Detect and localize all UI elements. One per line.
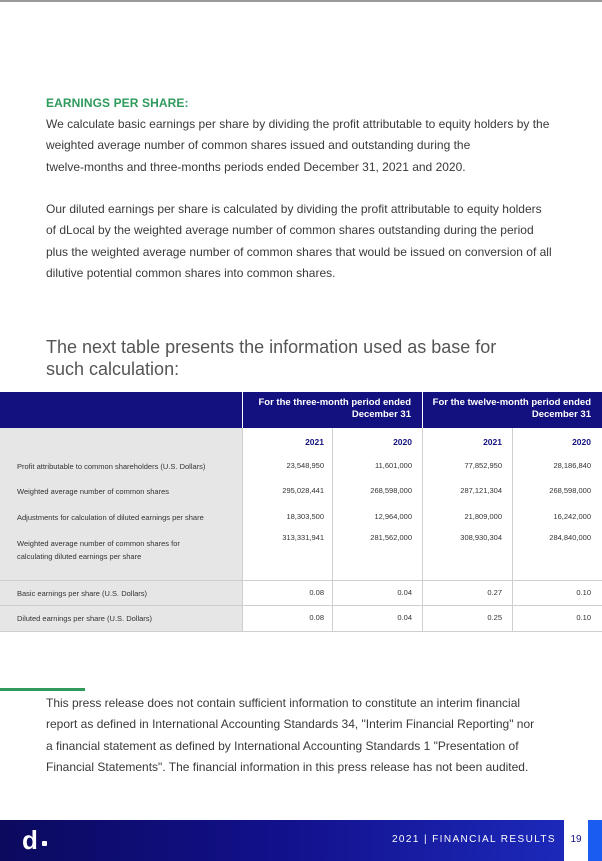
table-intro-line: such calculation: xyxy=(46,359,180,379)
row-label-line: Profit attributable to common shareholders (U.S. Dollars) xyxy=(17,462,206,471)
table-intro-line: The next table presents the information used as base for xyxy=(46,337,497,357)
basic-eps-row-value: 0.08 xyxy=(309,588,324,597)
header-line: For the twelve-month period ended xyxy=(432,397,591,408)
diluted-shares-row-value: 281,562,000 xyxy=(370,533,412,542)
basic-eps-row-value: 0.27 xyxy=(487,588,502,597)
diluted-shares-row-value: 284,840,000 xyxy=(549,533,591,542)
header-three-month-period xyxy=(243,392,411,428)
disclaimer-line: Financial Statements". The financial information in this press release has not been audited. xyxy=(46,759,529,774)
row-label-line: Weighted average number of common shares for xyxy=(17,539,180,548)
header-line: For the three-month period ended xyxy=(258,397,411,408)
year-header: 2020 xyxy=(572,437,591,447)
paragraph-line: We calculate basic earnings per share by dividing the profit attributable to equity holders by the xyxy=(46,117,550,131)
disclaimer-line: This press release does not contain sufficient information to constitute an interim financial xyxy=(46,696,521,710)
profit-row-value: 23,548,950 xyxy=(286,461,324,470)
diluted-eps-paragraph xyxy=(46,199,558,284)
row-label-line: Diluted earnings per share (U.S. Dollars) xyxy=(17,614,153,623)
paragraph-line: twelve-months and three-months periods ended December 31, 2021 and 2020. xyxy=(46,159,466,174)
page-number: 19 xyxy=(570,834,582,845)
diluted-eps-row-value: 0.08 xyxy=(309,613,324,622)
profit-row-value: 11,601,000 xyxy=(375,461,412,470)
year-header: 2020 xyxy=(393,437,412,447)
weighted-shares-row-label xyxy=(17,485,237,498)
adjustments-row-value: 16,242,000 xyxy=(553,512,591,521)
year-header: 2021 xyxy=(305,437,324,447)
header-twelve-month-period xyxy=(423,392,591,428)
diluted-shares-row-value: 313,331,941 xyxy=(282,533,324,542)
paragraph-line: plus the weighted average number of common shares that would be issued on conversion of all xyxy=(46,244,552,259)
table-column-line xyxy=(242,428,243,631)
row-label-column xyxy=(0,428,242,631)
disclaimer-line: a financial statement as defined by International Accounting Standards 1 "Presentation of xyxy=(46,738,519,753)
dlocal-logo: d xyxy=(22,825,38,855)
table-column-line xyxy=(422,428,423,631)
row-label-line: Weighted average number of common shares xyxy=(17,487,170,496)
top-rule xyxy=(0,0,602,2)
table-row-line xyxy=(0,580,602,581)
footer-accent-bar xyxy=(588,820,602,861)
adjustments-row-value: 21,809,000 xyxy=(464,512,502,521)
header-line: December 31 xyxy=(351,409,411,420)
header-line: December 31 xyxy=(531,409,591,420)
page-footer xyxy=(0,820,602,861)
diluted-eps-row-label xyxy=(17,612,237,625)
page-number-box xyxy=(564,820,588,861)
diluted-eps-row-value: 0.10 xyxy=(576,613,591,622)
weighted-shares-row-value: 268,598,000 xyxy=(370,486,412,495)
weighted-shares-row-value: 295,028,441 xyxy=(282,486,324,495)
diluted-shares-row-value: 308,930,304 xyxy=(460,533,502,542)
green-rule xyxy=(0,688,85,691)
table-column-line xyxy=(512,428,513,631)
disclaimer-line: report as defined in International Accounting Standards 34, "Interim Financial Reporting" nor xyxy=(46,717,535,732)
weighted-shares-row-value: 287,121,304 xyxy=(460,486,502,495)
profit-row-value: 28,186,840 xyxy=(553,461,591,470)
table-row-line xyxy=(0,631,602,632)
paragraph-line: Our diluted earnings per share is calculated by dividing the profit attributable to equity holders xyxy=(46,202,542,216)
disclaimer-paragraph xyxy=(46,693,558,778)
adjustments-row-label xyxy=(17,511,237,524)
paragraph-line: dilutive potential common shares into common shares. xyxy=(46,265,336,280)
year-header: 2021 xyxy=(483,437,502,447)
row-label-line: Adjustments for calculation of diluted earnings per share xyxy=(17,513,204,522)
paragraph-line: of dLocal by the weighted average number of common shares outstanding during the period xyxy=(46,223,534,238)
weighted-shares-row-value: 268,598,000 xyxy=(549,486,591,495)
table-row-line xyxy=(0,605,602,606)
footer-title: 2021 | FINANCIAL RESULTS xyxy=(391,834,556,845)
diluted-shares-row-label xyxy=(17,537,237,563)
diluted-eps-row-value: 0.04 xyxy=(397,613,412,622)
adjustments-row-value: 18,303,500 xyxy=(286,512,324,521)
basic-eps-row-value: 0.10 xyxy=(576,588,591,597)
diluted-eps-row-value: 0.25 xyxy=(487,613,502,622)
table-intro xyxy=(46,336,546,380)
basic-eps-row-value: 0.04 xyxy=(397,588,412,597)
row-label-line: calculating diluted earnings per share xyxy=(17,552,142,561)
section-heading: EARNINGS PER SHARE: xyxy=(46,96,189,110)
adjustments-row-value: 12,964,000 xyxy=(374,512,412,521)
basic-eps-paragraph xyxy=(46,114,558,178)
logo-dot xyxy=(42,841,47,846)
profit-row-label xyxy=(17,460,237,473)
table-column-line xyxy=(332,428,333,631)
profit-row-value: 77,852,950 xyxy=(464,461,502,470)
row-label-line: Basic earnings per share (U.S. Dollars) xyxy=(17,589,148,598)
paragraph-line: weighted average number of common shares issued and outstanding during the xyxy=(46,138,471,153)
basic-eps-row-label xyxy=(17,587,237,600)
